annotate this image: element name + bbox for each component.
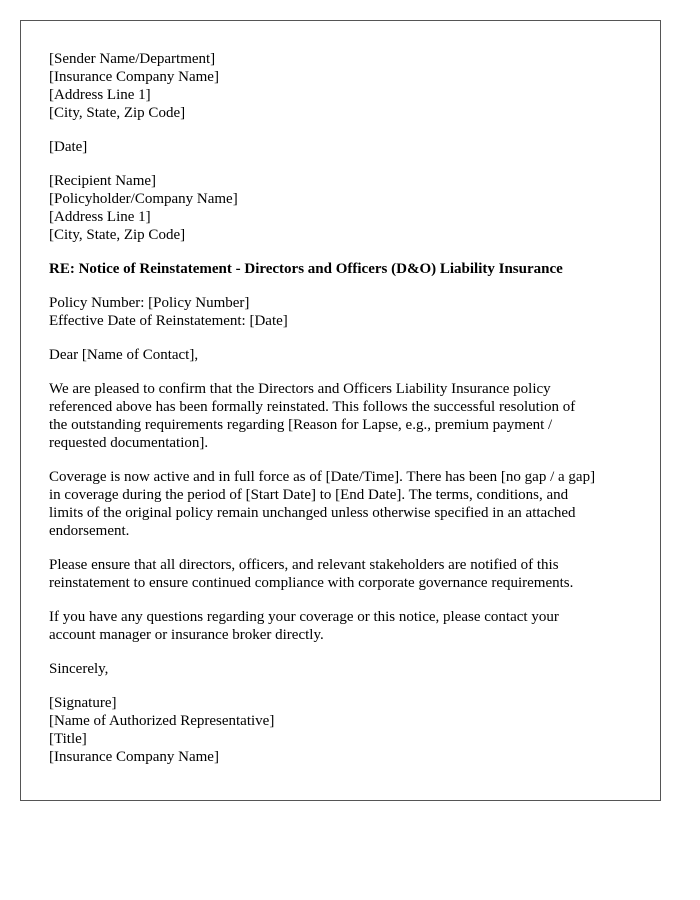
paragraph-line: the outstanding requirements regarding [Reason for Lapse, e.g., premium payment / (49, 417, 553, 433)
letter-date: [Date] (49, 139, 88, 155)
paragraph-line: in coverage during the period of [Start Date] to [End Date]. The terms, conditions, and (49, 487, 569, 503)
paragraph-line: We are pleased to confirm that the Directors and Officers Liability Insurance policy (49, 381, 551, 397)
effective-date: Effective Date of Reinstatement: [Date] (49, 313, 288, 329)
closing (49, 660, 649, 678)
body-paragraph-2 (49, 468, 649, 540)
sender-line: [Sender Name/Department] (49, 51, 216, 67)
paragraph-line: If you have any questions regarding your coverage or this notice, please contact your (49, 609, 559, 625)
salutation (49, 346, 649, 364)
policy-block (49, 294, 649, 330)
letter-content (49, 50, 649, 782)
letter-page (20, 20, 661, 801)
paragraph-line: requested documentation]. (49, 435, 209, 451)
sender-line: [Address Line 1] (49, 87, 151, 103)
signature-line: [Signature] (49, 695, 117, 711)
signature-line: [Name of Authorized Representative] (49, 713, 275, 729)
recipient-line: [Policyholder/Company Name] (49, 191, 238, 207)
sender-block (49, 50, 649, 122)
signature-line: [Title] (49, 731, 87, 747)
subject-text: RE: Notice of Reinstatement - Directors and Officers (D&O) Liability Insurance (49, 261, 563, 277)
policy-number: Policy Number: [Policy Number] (49, 295, 250, 311)
salutation-text: Dear [Name of Contact], (49, 347, 199, 363)
paragraph-line: endorsement. (49, 523, 130, 539)
subject-line (49, 260, 649, 278)
recipient-line: [Address Line 1] (49, 209, 151, 225)
body-paragraph-3 (49, 556, 649, 592)
sender-line: [City, State, Zip Code] (49, 105, 186, 121)
body-paragraph-4 (49, 608, 649, 644)
paragraph-line: referenced above has been formally reinstated. This follows the successful resolution of (49, 399, 576, 415)
recipient-line: [City, State, Zip Code] (49, 227, 186, 243)
body-paragraph-1 (49, 380, 649, 452)
recipient-line: [Recipient Name] (49, 173, 157, 189)
signature-line: [Insurance Company Name] (49, 749, 219, 765)
paragraph-line: limits of the original policy remain unchanged unless otherwise specified in an attached (49, 505, 576, 521)
paragraph-line: account manager or insurance broker directly. (49, 627, 324, 643)
recipient-block (49, 172, 649, 244)
sender-line: [Insurance Company Name] (49, 69, 219, 85)
date-block (49, 138, 649, 156)
paragraph-line: Please ensure that all directors, officers, and relevant stakeholders are notified of this (49, 557, 559, 573)
paragraph-line: Coverage is now active and in full force as of [Date/Time]. There has been [no gap / a gap] (49, 469, 596, 485)
closing-text: Sincerely, (49, 661, 109, 677)
paragraph-line: reinstatement to ensure continued compliance with corporate governance requirements. (49, 575, 574, 591)
signature-block (49, 694, 649, 766)
